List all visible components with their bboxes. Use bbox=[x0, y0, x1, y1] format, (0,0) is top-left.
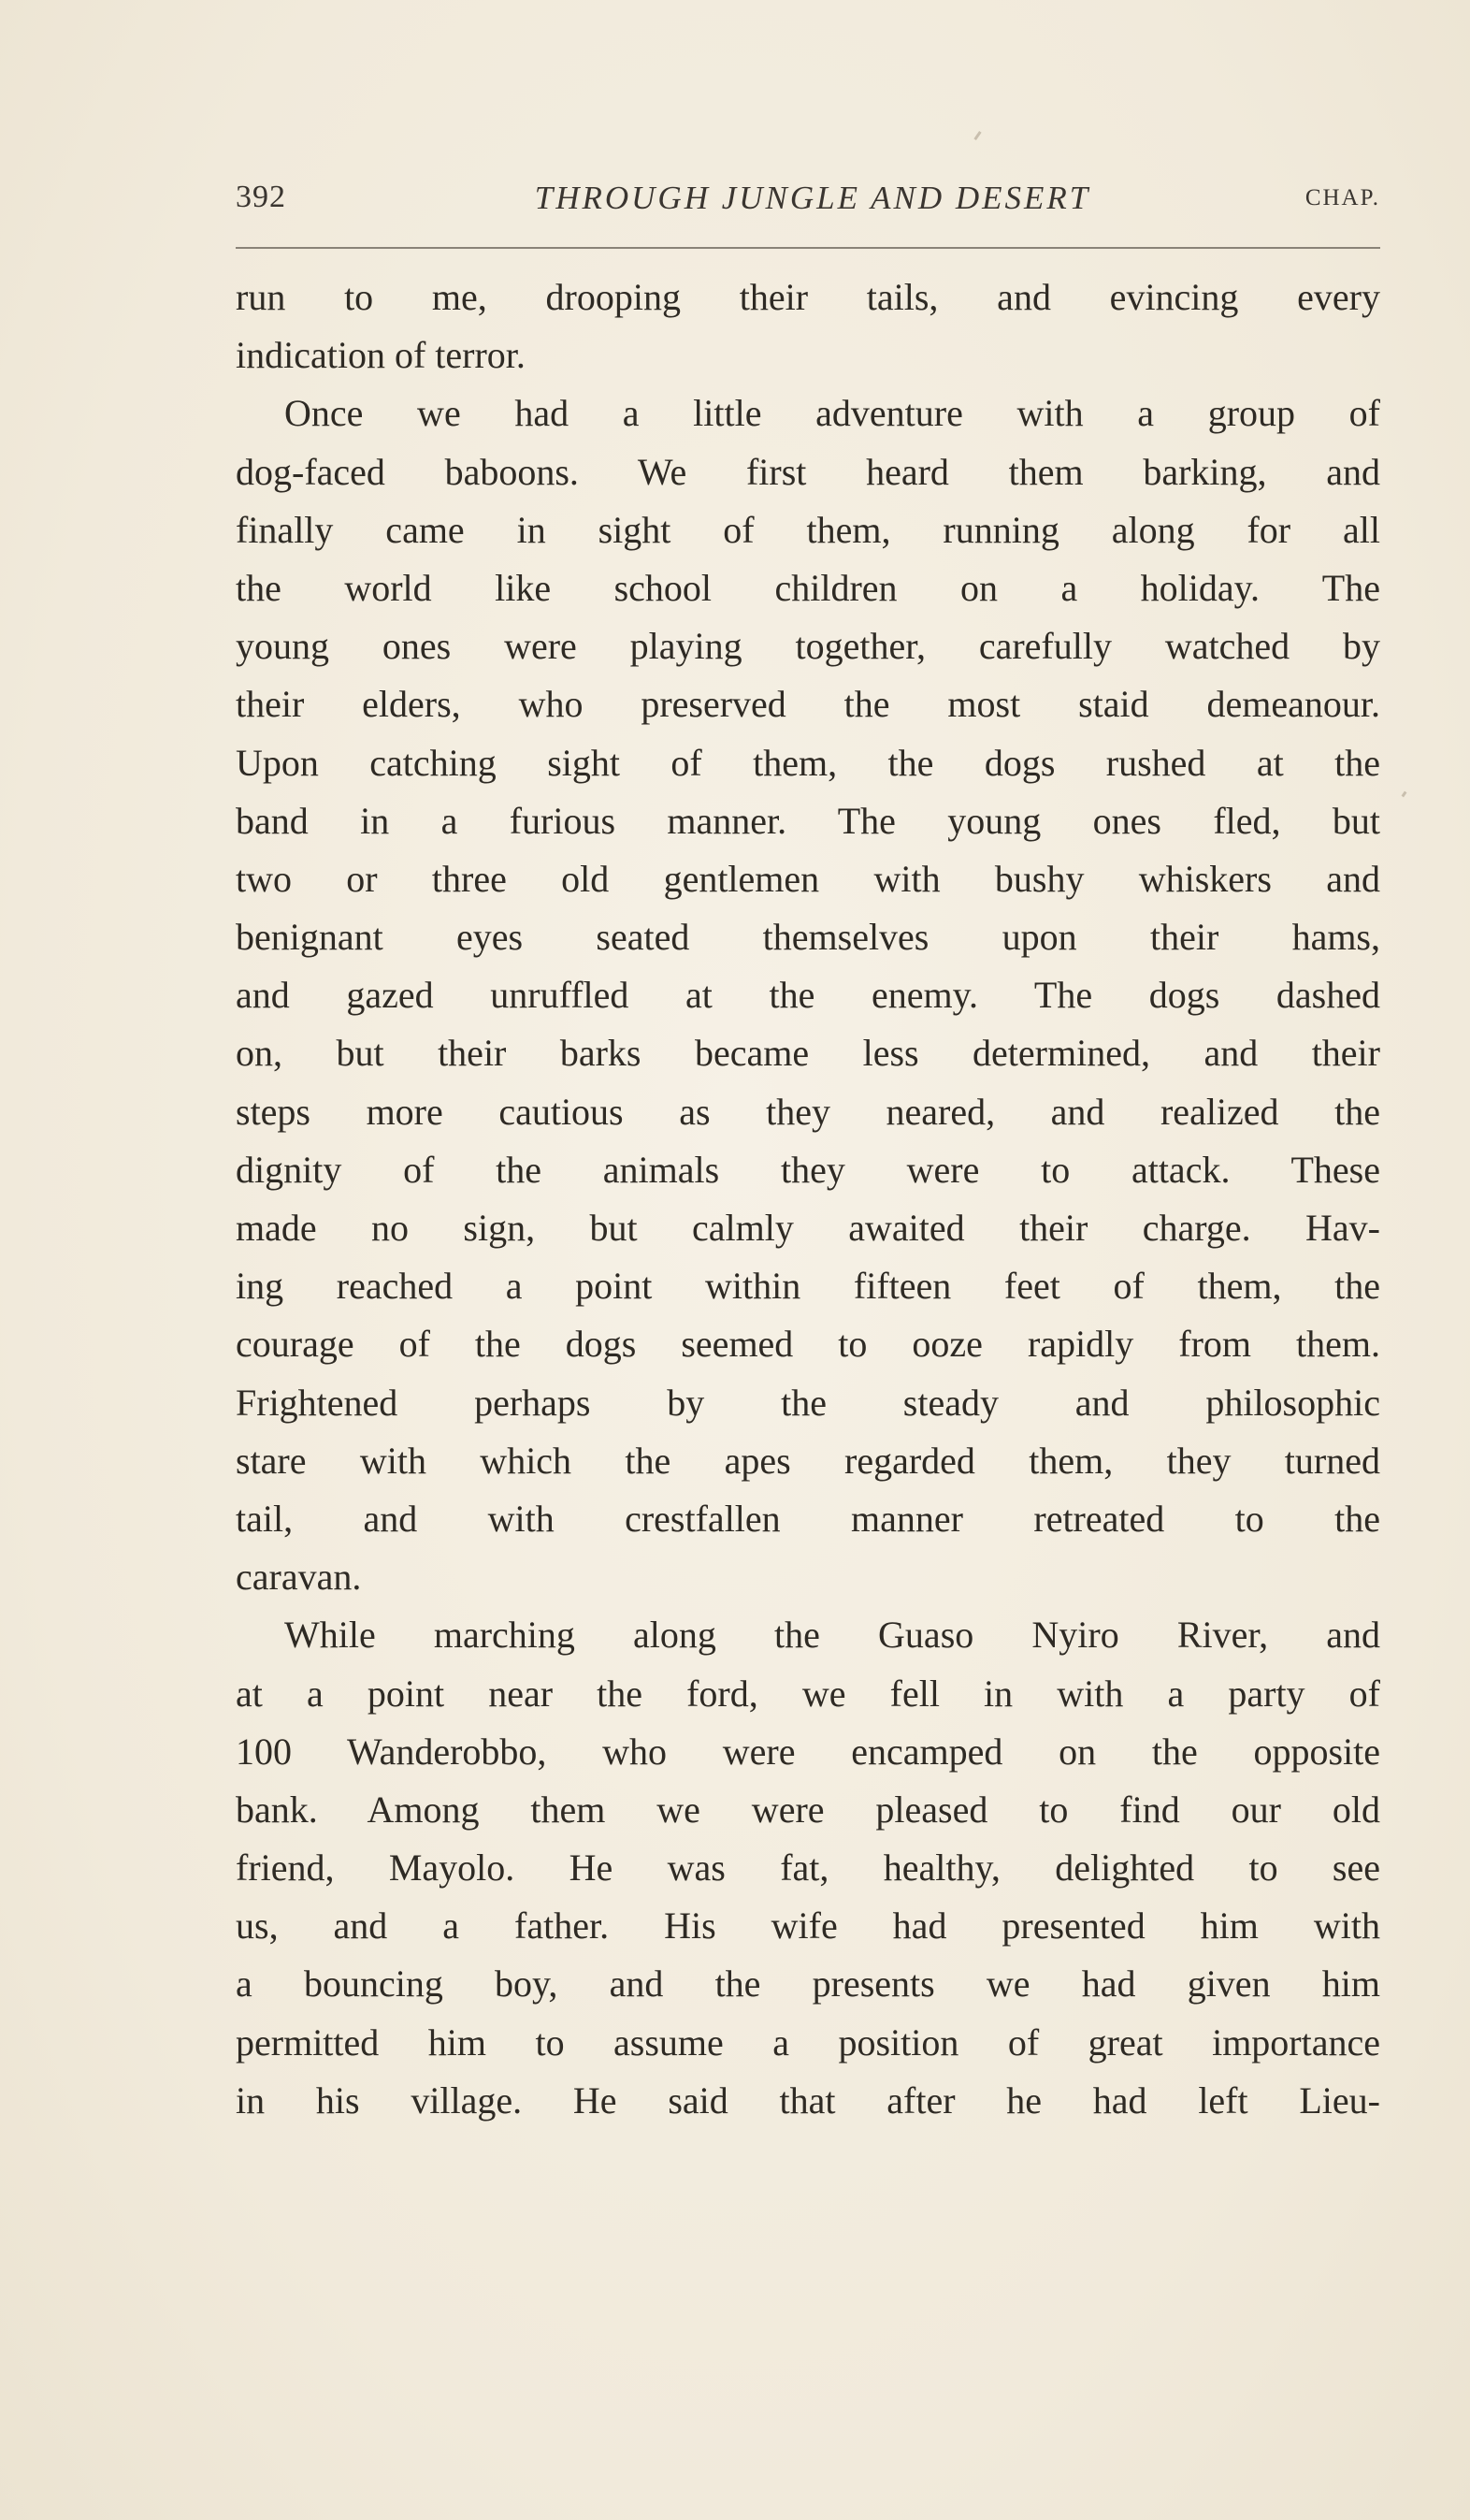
page-number: 392 bbox=[236, 180, 286, 214]
text-line: finally came in sight of them, running along for all bbox=[236, 508, 1380, 551]
text-line: us, and a father. His wife had presented him with bbox=[236, 1904, 1380, 1948]
text-line: courage of the dogs seemed to ooze rapidly from them. bbox=[236, 1323, 1380, 1366]
text-line: on, but their barks became less determined, and their bbox=[236, 1032, 1380, 1075]
text-line: bank. Among them we were pleased to find our old bbox=[236, 1788, 1380, 1831]
paper-speck bbox=[1402, 791, 1407, 798]
running-title: THROUGH JUNGLE AND DESERT bbox=[534, 180, 1091, 216]
paper-speck bbox=[973, 131, 981, 140]
text-line: tail, and with crestfallen manner retreated to the bbox=[236, 1497, 1380, 1540]
text-line: caravan. bbox=[236, 1556, 362, 1599]
text-line: indication of terror. bbox=[236, 334, 526, 377]
text-line: 100 Wanderobbo, who were encamped on the opposite bbox=[236, 1730, 1380, 1773]
text-line: made no sign, but calmly awaited their charge. Hav- bbox=[236, 1207, 1380, 1249]
text-line: band in a furious manner. The young ones fled, but bbox=[236, 799, 1380, 842]
text-line: benignant eyes seated themselves upon their hams, bbox=[236, 916, 1380, 959]
text-line: ing reached a point within fifteen feet of them, the bbox=[236, 1265, 1380, 1308]
text-line: Upon catching sight of them, the dogs rushed at the bbox=[236, 741, 1380, 784]
text-line: the world like school children on a holiday. The bbox=[236, 566, 1380, 609]
text-line: young ones were playing together, carefully watched by bbox=[236, 625, 1380, 668]
chapter-mark: CHAP. bbox=[1304, 185, 1380, 210]
text-line: permitted him to assume a position of great importance bbox=[236, 2020, 1380, 2064]
paragraph-first-line: Once we had a little adventure with a group of bbox=[284, 392, 1380, 435]
text-line: in his village. He said that after he had left Lieu- bbox=[236, 2078, 1380, 2122]
text-line: Frightened perhaps by the steady and philosophic bbox=[236, 1381, 1380, 1424]
text-line: dignity of the animals they were to attack. These bbox=[236, 1148, 1380, 1191]
text-line: their elders, who preserved the most staid demeanour. bbox=[236, 683, 1380, 726]
text-line: stare with which the apes regarded them, they turned bbox=[236, 1439, 1380, 1482]
text-line: friend, Mayolo. He was fat, healthy, delighted to see bbox=[236, 1847, 1380, 1890]
text-line: steps more cautious as they neared, and realized the bbox=[236, 1090, 1380, 1133]
text-line: run to me, drooping their tails, and evincing every bbox=[236, 276, 1380, 318]
paragraph-first-line: While marching along the Guaso Nyiro River, and bbox=[284, 1614, 1380, 1657]
text-line: dog-faced baboons. We first heard them barking, and bbox=[236, 450, 1380, 493]
header-rule bbox=[236, 247, 1380, 249]
text-line: two or three old gentlemen with bushy whiskers and bbox=[236, 857, 1380, 900]
text-line: and gazed unruffled at the enemy. The dogs dashed bbox=[236, 974, 1380, 1017]
text-line: at a point near the ford, we fell in with a party of bbox=[236, 1672, 1380, 1715]
page-header bbox=[236, 180, 1380, 226]
body-text bbox=[236, 268, 1380, 2130]
text-line: a bouncing boy, and the presents we had given him bbox=[236, 1962, 1380, 2006]
